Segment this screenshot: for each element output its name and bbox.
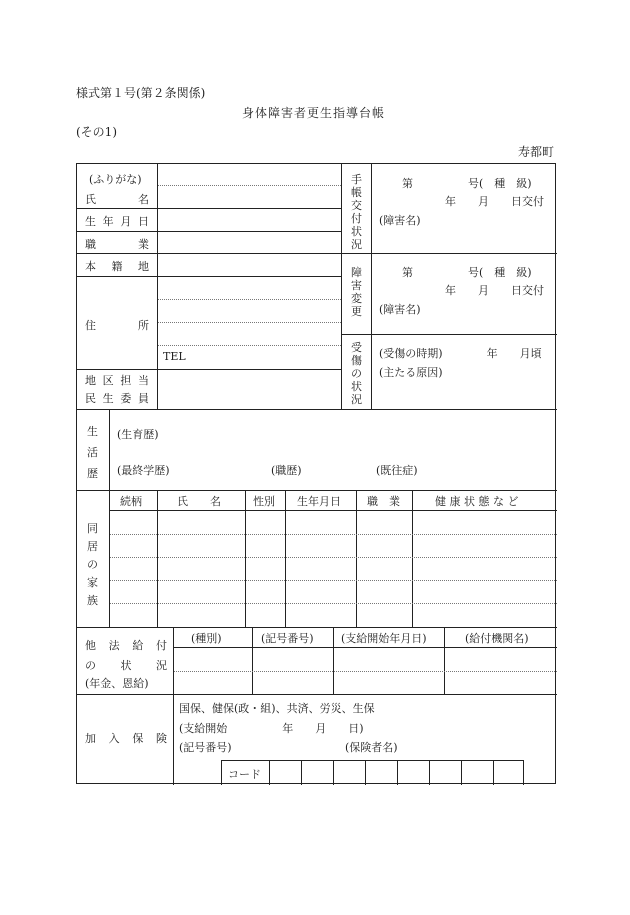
benefits-label-2: の 状 況 <box>85 659 167 672</box>
benefits-col-number: (記号番号) <box>261 632 314 645</box>
family-label: 同 居 の 家 族 <box>87 522 98 607</box>
insurer-name-label: (保険者名) <box>345 741 398 754</box>
insurance-types: 国保、健保(政・組)、共済、労災、生保 <box>179 702 375 715</box>
town-name: 寿都町 <box>518 145 555 159</box>
change-issue-date: 年 月 日交付 <box>445 284 544 297</box>
injury-time: (受傷の時期) 年 月頃 <box>379 347 542 360</box>
insurance-start-date: (支給開始 年 月 日) <box>179 722 364 735</box>
benefits-col-agency: (給付機関名) <box>465 632 529 645</box>
techo-status-label: 手 帳 交 付 状 況 <box>351 173 362 251</box>
col-name: 氏 名 <box>177 495 221 508</box>
code-grid <box>221 760 524 785</box>
techo-number: 第 号( 種 級) <box>402 177 532 190</box>
furigana-label: (ふりがな) <box>89 173 142 186</box>
techo-disability-name: (障害名) <box>379 214 421 227</box>
life-history-label: 生 活 歴 <box>87 425 98 480</box>
techo-issue-date: 年 月 日交付 <box>445 195 544 208</box>
benefits-label-3: (年金、恩給) <box>85 677 149 690</box>
page-title: 身体障害者更生指導台帳 <box>242 106 386 120</box>
col-occupation: 職 業 <box>367 495 400 508</box>
col-relation: 続柄 <box>120 495 142 508</box>
domicile-label: 本 籍 地 <box>85 260 149 273</box>
benefits-label-1: 他 法 給 付 <box>85 639 167 652</box>
code-label: コード <box>228 768 261 781</box>
medical-history-label: (既往症) <box>376 464 418 477</box>
insurance-label: 加 入 保 険 <box>85 732 167 745</box>
address-label: 住 所 <box>85 319 149 332</box>
col-birthdate: 生年月日 <box>297 495 341 508</box>
col-sex: 性別 <box>253 495 275 508</box>
form-number: 様式第１号(第２条関係) <box>76 86 206 100</box>
change-number: 第 号( 種 級) <box>402 266 532 279</box>
occupation-label: 職 業 <box>85 238 149 251</box>
education-label: (最終学歴) <box>117 464 170 477</box>
col-health: 健 康 状 態 な ど <box>435 495 519 508</box>
injury-cause: (主たる原因) <box>379 366 443 379</box>
insurance-number-label: (記号番号) <box>179 741 232 754</box>
name-label: 氏 名 <box>85 193 149 206</box>
benefits-col-type: (種別) <box>191 632 222 645</box>
tel-label: TEL <box>163 350 186 363</box>
change-disability-name: (障害名) <box>379 303 421 316</box>
birthdate-label: 生 年 月 日 <box>85 215 149 228</box>
upbringing-label: (生育歴) <box>117 428 159 441</box>
injury-status-label: 受 傷 の 状 況 <box>351 341 362 406</box>
district-officer-label-1: 地 区 担 当 <box>85 374 149 387</box>
district-officer-label-2: 民 生 委 員 <box>85 392 149 405</box>
benefits-col-start-date: (支給開始年月日) <box>341 632 427 645</box>
ledger-form <box>76 163 556 784</box>
disability-change-label: 障 害 変 更 <box>351 266 362 318</box>
sub-title: (その1) <box>76 125 117 139</box>
career-label: (職歴) <box>271 464 302 477</box>
